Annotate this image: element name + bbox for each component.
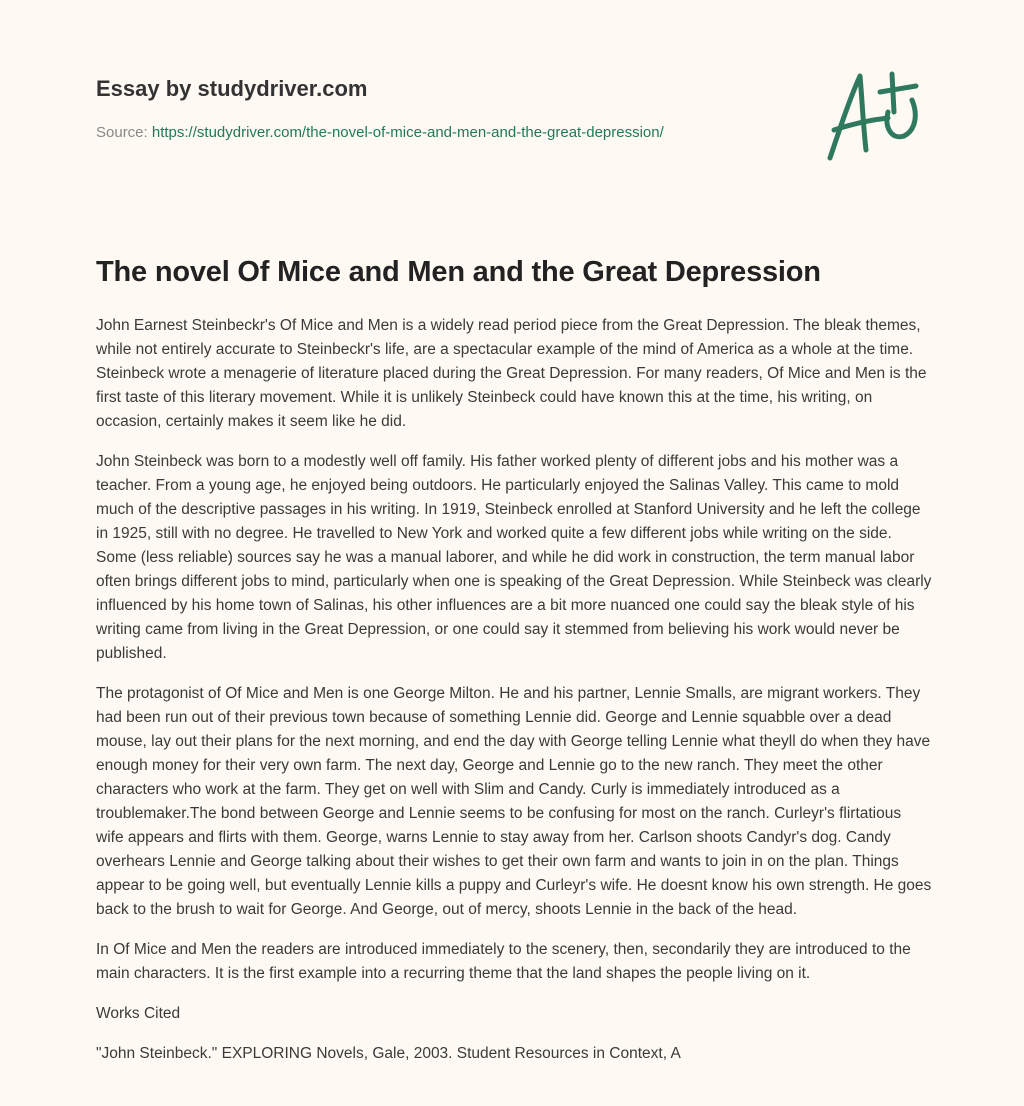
a-plus-logo-icon (818, 68, 928, 164)
paragraph: John Steinbeck was born to a modestly well off family. His father worked plenty of different jobs and his mother was a teacher. From a young age, he enjoyed being outdoors. He particularly enjoyed the Salinas Valley. This came to mold much of the descriptive passages in his writing. In 1919, Steinbeck enrolled at Stanford University and he left the college in 1925, still with no degree. He travelled to New York and worked quite a few different jobs while writing on the side. Some (less reliable) sources say he was a manual laborer, and while he did work in construction, the term manual labor often brings different jobs to mind, particularly when one is speaking of the Great Depression. While Steinbeck was clearly influenced by his home town of Salinas, his other influences are a bit more nuanced one could say the bleak style of his writing came from living in the Great Depression, or one could say it stemmed from believing his work would never be published. (96, 453, 932, 662)
site-brand: Essay by studydriver.com (96, 76, 368, 101)
works-cited-heading: Works Cited (96, 1005, 181, 1022)
essay-title: The novel Of Mice and Men and the Great Depression (96, 256, 821, 288)
paragraph: John Earnest Steinbeckr's Of Mice and Men is a widely read period piece from the Great Depression. The bleak themes, while not entirely accurate to Steinbeckr's life, are a spectacular example of the mind of America as a whole at the time. Steinbeck wrote a menagerie of literature placed during the Great Depression. For many readers, Of Mice and Men is the first taste of this literary movement. While it is unlikely Steinbeck could have known this at the time, his writing, on occasion, certainly makes it seem like he did. (96, 317, 927, 430)
source-link[interactable]: https://studydriver.com/the-novel-of-mice-and-men-and-the-great-depression/ (151, 124, 664, 141)
essay-body (96, 314, 932, 1082)
source-line (96, 124, 664, 141)
paragraph: The protagonist of Of Mice and Men is one George Milton. He and his partner, Lennie Smalls, are migrant workers. They had been run out of their previous town because of something Lennie did. George and Lennie squabble over a dead mouse, lay out their plans for the next morning, and end the day with George telling Lennie what theyll do when they have enough money for their very own farm. The next day, George and Lennie go to the new ranch. They meet the other characters who work at the farm. They get on well with Slim and Candy. Curly is immediately introduced as a troublemaker.The bond between George and Lennie seems to be confusing for most on the ranch. Curleyr's flirtatious wife appears and flirts with them. George, warns Lennie to stay away from her. Carlson shoots Candyr's dog. Candy overhears Lennie and George talking about their wishes to get their own farm and wants to join in on the plan. Things appear to be going well, but eventually Lennie kills a puppy and Curleyr's wife. He doesnt know his own strength. He goes back to the brush to wait for George. And George, out of mercy, shoots Lennie in the back of the head. (96, 685, 932, 918)
citation: "John Steinbeck." EXPLORING Novels, Gale, 2003. Student Resources in Context, A (96, 1045, 681, 1062)
source-label: Source: (96, 124, 148, 141)
paragraph: In Of Mice and Men the readers are introduced immediately to the scenery, then, secondarily they are introduced to the main characters. It is the first example into a recurring theme that the land shapes the people living on it. (96, 941, 911, 982)
